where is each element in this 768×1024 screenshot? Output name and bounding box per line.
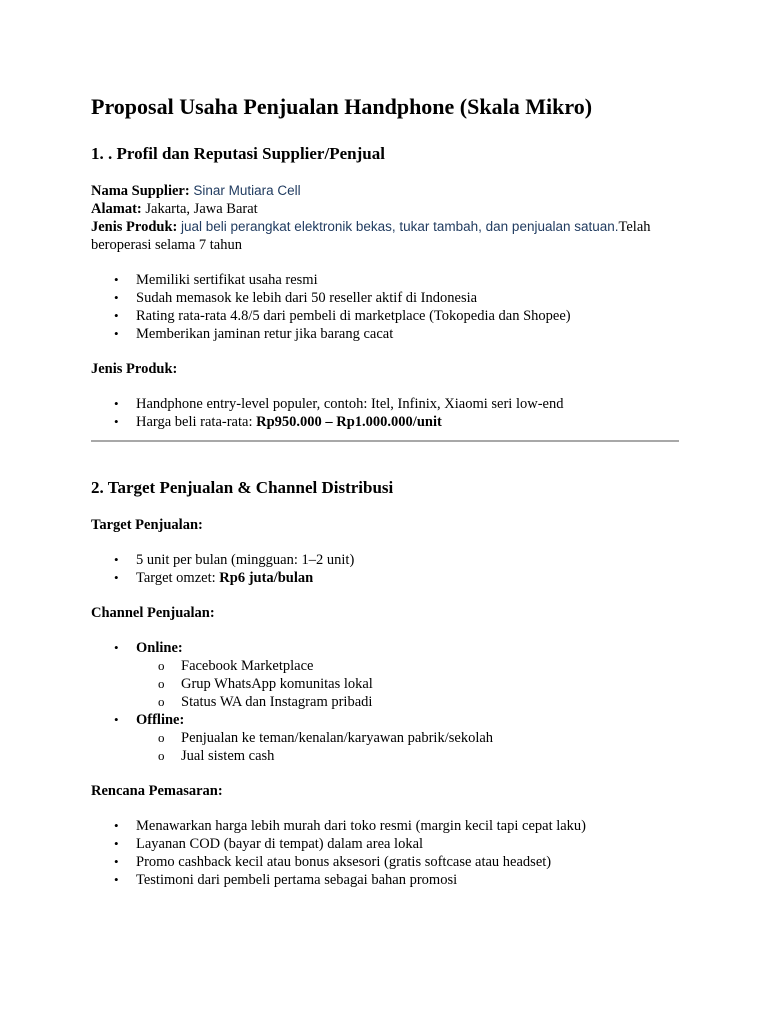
circle-bullet-icon: o xyxy=(158,658,165,673)
list-item-online xyxy=(114,639,681,711)
marketing-heading: Rencana Pemasaran: xyxy=(91,783,223,799)
list-item-offline xyxy=(114,711,681,765)
list-item: • Handphone entry-level populer, contoh: Itel, Infinix, Xiaomi seri low-end xyxy=(114,396,564,412)
circle-bullet-icon: o xyxy=(158,694,165,709)
product-type-tail: Telah beroperasi selama 7 tahun xyxy=(91,219,651,253)
circle-bullet-icon: o xyxy=(158,676,165,691)
bullet-icon: • xyxy=(114,872,119,887)
channel-heading: Channel Penjualan: xyxy=(91,605,215,621)
list-item: o Jual sistem cash xyxy=(158,748,275,764)
bullet-icon: • xyxy=(114,308,119,323)
product-type-line xyxy=(91,218,681,254)
list-item: • Testimoni dari pembeli pertama sebagai bahan promosi xyxy=(114,872,458,888)
list-item: o Grup WhatsApp komunitas lokal xyxy=(158,676,373,692)
list-item: • Menawarkan harga lebih murah dari toko resmi (margin kecil tapi cepat laku) xyxy=(114,818,587,834)
address-line xyxy=(91,200,681,218)
bullet-icon: • xyxy=(114,836,119,851)
bullet-icon: • xyxy=(114,570,119,585)
list-item: o Status WA dan Instagram pribadi xyxy=(158,694,373,710)
marketing-list xyxy=(91,817,681,889)
target-list xyxy=(91,551,681,587)
product-type-value: jual beli perangkat elektronik bekas, tukar tambah, dan penjualan satuan. xyxy=(180,219,619,234)
list-item: • Harga beli rata-rata: Rp950.000 – Rp1.000.000/unit xyxy=(114,414,442,430)
document-body xyxy=(91,93,681,889)
bullet-icon: • xyxy=(114,818,119,833)
list-item: o Penjualan ke teman/kenalan/karyawan pabrik/sekolah xyxy=(158,730,494,746)
bullet-icon: • xyxy=(114,396,119,411)
bullet-icon: • xyxy=(114,272,119,287)
bullet-icon: • xyxy=(114,326,119,341)
list-item: o Facebook Marketplace xyxy=(158,658,314,674)
supplier-reputation-list xyxy=(91,271,681,343)
section2-heading: 2. Target Penjualan & Channel Distribusi xyxy=(91,478,394,497)
supplier-line xyxy=(91,182,681,200)
list-item: • Target omzet: Rp6 juta/bulan xyxy=(114,570,314,586)
bullet-icon: • xyxy=(114,640,119,655)
product-type-label: Jenis Produk: xyxy=(91,219,178,235)
circle-bullet-icon: o xyxy=(158,730,165,745)
document-title: Proposal Usaha Penjualan Handphone (Skala Mikro) xyxy=(91,94,593,119)
list-item: • Layanan COD (bayar di tempat) dalam area lokal xyxy=(114,836,424,852)
supplier-label: Nama Supplier: xyxy=(91,183,190,199)
bullet-icon: • xyxy=(114,854,119,869)
bullet-icon: • xyxy=(114,290,119,305)
price-range: Rp950.000 – Rp1.000.000/unit xyxy=(256,414,442,430)
bullet-icon: • xyxy=(114,414,119,429)
list-item: • Promo cashback kecil atau bonus aksesori (gratis softcase atau headset) xyxy=(114,854,552,870)
products-heading: Jenis Produk: xyxy=(91,361,178,377)
circle-bullet-icon: o xyxy=(158,748,165,763)
target-heading: Target Penjualan: xyxy=(91,517,203,533)
supplier-value: Sinar Mutiara Cell xyxy=(193,183,301,198)
target-omzet: Rp6 juta/bulan xyxy=(219,570,314,586)
bullet-icon: • xyxy=(114,552,119,567)
online-channel-list xyxy=(136,657,681,711)
list-item: • Sudah memasok ke lebih dari 50 reseller aktif di Indonesia xyxy=(114,290,478,306)
products-list xyxy=(91,395,681,431)
offline-label: Offline: xyxy=(136,712,185,728)
offline-channel-list xyxy=(136,729,681,765)
bullet-icon: • xyxy=(114,712,119,727)
online-label: Online: xyxy=(136,640,183,656)
address-value: Jakarta, Jawa Barat xyxy=(145,201,258,217)
list-item: • Memiliki sertifikat usaha resmi xyxy=(114,272,318,288)
section1-heading: 1. . Profil dan Reputasi Supplier/Penjual xyxy=(91,144,385,163)
list-item: • Rating rata-rata 4.8/5 dari pembeli di marketplace (Tokopedia dan Shopee) xyxy=(114,308,571,324)
address-label: Alamat: xyxy=(91,201,142,217)
channel-list xyxy=(91,639,681,765)
list-item: • 5 unit per bulan (mingguan: 1–2 unit) xyxy=(114,552,355,568)
list-item: • Memberikan jaminan retur jika barang cacat xyxy=(114,326,394,342)
